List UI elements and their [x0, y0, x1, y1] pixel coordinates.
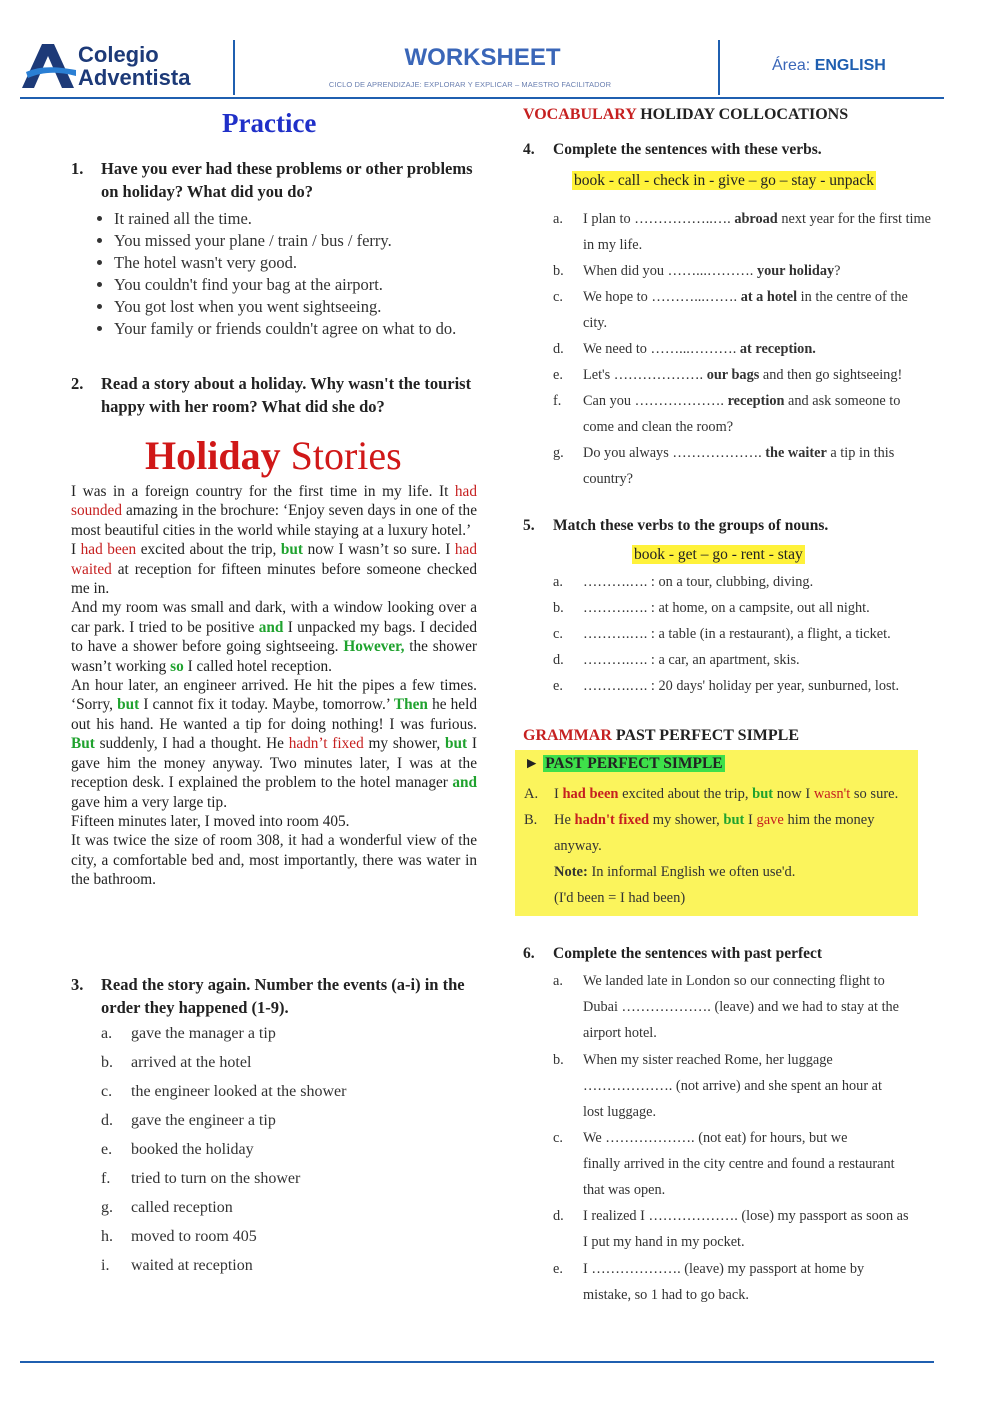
- exercise-item: d. I realized I ………………. (lose) my passport as soon as I put my hand in my pocket.: [553, 1208, 909, 1250]
- word-bank-5: book - get – go - rent - stay: [634, 546, 803, 563]
- exercise-item: e. I ………………. (leave) my passport at home by mistake, so 1 had to go back.: [553, 1261, 865, 1303]
- exercise-item: e. Let's ………………. our bags and then go sightseeing!: [553, 367, 903, 383]
- exercise-item: c. We hope to ………...……. at a hotel in the centre of the city.: [553, 289, 908, 331]
- exercise-item: b. When my sister reached Rome, her luggage ………………. (not arrive) and she spent an hour at lost luggage.: [553, 1052, 882, 1120]
- story-paragraph: And my room was small and dark, with a window looking over a car park. I tried to be positive and I unpacked my bags. I decided to have a shower before going sightseeing. However, the shower wasn’t working so I called hotel reception.: [71, 599, 477, 675]
- worksheet-title: WORKSHEET: [404, 44, 561, 71]
- worksheet-subtitle: CICLO DE APRENDIZAJE: EXPLORAR Y EXPLICAR – MAESTRO FACILITADOR: [328, 80, 612, 89]
- event-item: c. the engineer looked at the shower: [101, 1083, 347, 1100]
- story-paragraph: I was in a foreign country for the first time in my life. It had sounded amazing in the brochure: ‘Enjoy seven days in one of the most beautiful cities in the world while staying at a luxury hotel.’: [71, 483, 477, 539]
- example-a: A. I had been excited about the trip, but now I wasn't so sure.: [524, 786, 899, 802]
- event-item: b. arrived at the hotel: [101, 1054, 252, 1071]
- area-label: Área: ENGLISH: [772, 57, 886, 74]
- list-item: • It rained all the time.: [114, 208, 486, 230]
- exercise-item: f. Can you ………………. reception and ask someone to come and clean the room?: [553, 393, 901, 435]
- exercise-item: e. ……….…. : 20 days' holiday per year, sunburned, lost.: [553, 678, 900, 694]
- question-1: 1. Have you ever had these problems or other problems on holiday? What did you do?: [71, 159, 473, 201]
- list-item: • Your family or friends couldn't agree on what to do.: [114, 318, 486, 340]
- word-bank-4: book - call - check in - give – go – stay - unpack: [574, 172, 875, 189]
- school-name: Colegio Adventista: [78, 42, 191, 90]
- problem-list: [96, 208, 486, 340]
- story-title: Holiday Stories: [145, 433, 402, 478]
- story-paragraph: It was twice the size of room 308, it had a wonderful view of the city, a comfortable bed and, most importantly, there was water in the bathroom.: [71, 832, 477, 889]
- school-logo: [20, 40, 80, 95]
- grammar-note: Note: In informal English we often use'd.: [554, 864, 796, 880]
- exercise-item: a. I plan to ……………..…. abroad next year for the first time in my life.: [553, 211, 931, 253]
- list-item: • You missed your plane / train / bus / ferry.: [114, 230, 486, 252]
- header-rule: [20, 97, 944, 99]
- example-b: B. He hadn't fixed my shower, but I gave him the money: [524, 812, 875, 828]
- event-item: h. moved to room 405: [101, 1228, 257, 1245]
- question-4: 4. Complete the sentences with these verbs.: [523, 141, 822, 158]
- event-item: g. called reception: [101, 1199, 233, 1216]
- header-divider: [718, 40, 720, 95]
- event-item: a. gave the manager a tip: [101, 1025, 276, 1042]
- exercise-item: d. ……….…. : a car, an apartment, skis.: [553, 652, 800, 668]
- question-6: 6. Complete the sentences with past perfect: [523, 945, 823, 962]
- practice-title: Practice: [222, 108, 317, 138]
- event-item: e. booked the holiday: [101, 1141, 254, 1158]
- example-b-cont: anyway.: [554, 838, 602, 854]
- list-item: • The hotel wasn't very good.: [114, 252, 486, 274]
- exercise-item: b. When did you ……...………. your holiday?: [553, 263, 841, 279]
- exercise-item: b. ……….…. : at home, on a campsite, out all night.: [553, 600, 870, 616]
- story-paragraph: I had been excited about the trip, but now I wasn’t so sure. I had waited at reception for fifteen minutes before someone checked me in.: [71, 541, 477, 598]
- question-2: 2. Read a story about a holiday. Why wasn't the tourist happy with her room? What did she do?: [71, 374, 472, 416]
- story-text: [71, 482, 477, 890]
- footer-rule: [20, 1361, 934, 1363]
- vocabulary-heading: VOCABULARY HOLIDAY COLLOCATIONS: [523, 106, 849, 123]
- exercise-item: a. We landed late in London so our connecting flight to Dubai ………………. (leave) and we had to stay at the airport hotel.: [553, 973, 900, 1041]
- list-item: • You couldn't find your bag at the airport.: [114, 274, 486, 296]
- story-paragraph: Fifteen minutes later, I moved into room 405.: [71, 812, 350, 830]
- story-paragraph: An hour later, an engineer arrived. He hit the pipes a few times. ‘Sorry, but I cannot fix it today. Maybe, tomorrow.’ Then he held out his hand. He wanted a tip for doing nothing! I was furious. But suddenly, I had a thought. He hadn’t fixed my shower, but I gave him the money anyway. Two minutes later, I was at the reception desk. I explained the problem to the hotel manager and gave him a very large tip.: [71, 677, 477, 811]
- question-3: 3. Read the story again. Number the events (a-i) in the order they happened (1-9).: [71, 975, 465, 1017]
- question-5: 5. Match these verbs to the groups of nouns.: [523, 517, 829, 534]
- exercise-item: g. Do you always ………………. the waiter a tip in this country?: [553, 445, 895, 487]
- list-item: • You got lost when you went sightseeing.: [114, 296, 486, 318]
- grammar-heading: GRAMMAR PAST PERFECT SIMPLE: [523, 727, 800, 744]
- event-item: i. waited at reception: [101, 1257, 253, 1274]
- header-divider: [233, 40, 235, 95]
- exercise-item: d. We need to ……...………. at reception.: [553, 341, 816, 357]
- event-item: f. tried to turn on the shower: [101, 1170, 301, 1187]
- exercise-item: c. ……….…. : a table (in a restaurant), a flight, a ticket.: [553, 626, 891, 642]
- exercise-item: c. We ………………. (not eat) for hours, but we finally arrived in the city centre and found a restaurant that was open.: [553, 1130, 895, 1198]
- grammar-note-2: (I'd been = I had been): [554, 890, 686, 906]
- exercise-item: a. ……….…. : on a tour, clubbing, diving.: [553, 574, 814, 590]
- event-item: d. gave the engineer a tip: [101, 1112, 276, 1129]
- grammar-box-title: ► PAST PERFECT SIMPLE: [524, 755, 723, 772]
